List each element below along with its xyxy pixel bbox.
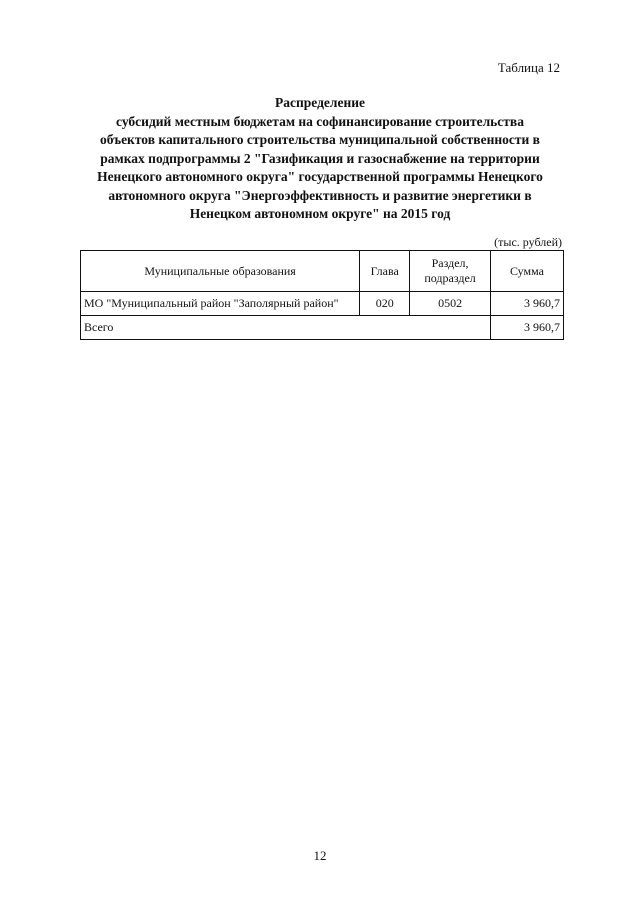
heading-line: Ненецкого автономного округа" государственной программы Ненецкого xyxy=(97,169,543,184)
cell-summa: 3 960,7 xyxy=(490,292,563,316)
heading-line: Ненецком автономном округе" на 2015 год xyxy=(189,206,451,221)
table-row xyxy=(81,292,564,316)
subsidy-table xyxy=(80,250,564,340)
units-note: (тыс. рублей) xyxy=(494,235,562,249)
table-number: Таблица 12 xyxy=(497,60,560,75)
header-municipalities: Муниципальные образования xyxy=(81,251,360,292)
header-razdel-line2: подраздел xyxy=(424,271,476,285)
heading-line: объектов капитального строительства муниципальной собственности в xyxy=(100,132,540,147)
heading-line: субсидий местным бюджетам на софинансирование строительства xyxy=(116,113,524,129)
page-number: 12 xyxy=(313,848,327,863)
cell-razdel: 0502 xyxy=(410,292,491,316)
heading-line: Распределение xyxy=(274,95,366,110)
document-heading xyxy=(60,94,580,224)
table-header-row xyxy=(81,251,564,292)
header-razdel xyxy=(410,251,491,292)
total-summa: 3 960,7 xyxy=(490,316,563,340)
heading-line: рамках подпрограммы 2 "Газификация и газоснабжение на территории xyxy=(100,150,540,166)
header-glava: Глава xyxy=(360,251,410,292)
cell-glava: 020 xyxy=(360,292,410,316)
table-total-row xyxy=(81,316,564,340)
header-summa: Сумма xyxy=(490,251,563,292)
header-razdel-line1: Раздел, xyxy=(431,256,469,270)
total-label: Всего xyxy=(81,316,491,340)
cell-mo: МО "Муниципальный район "Заполярный район" xyxy=(81,292,360,316)
heading-line: автономного округа "Энергоэффективность и развитие энергетики в xyxy=(108,187,532,203)
